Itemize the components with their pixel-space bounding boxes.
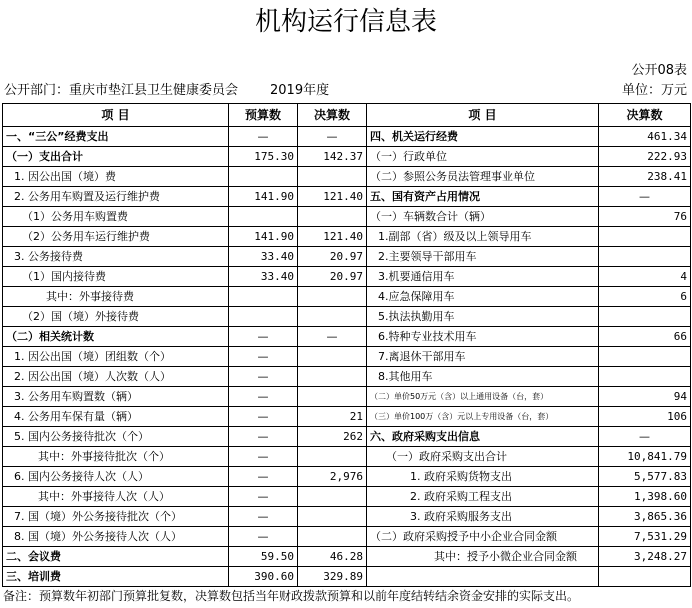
table-row bbox=[3, 487, 691, 507]
table-header-row bbox=[3, 104, 691, 127]
budget-value: — bbox=[229, 527, 298, 547]
budget-value: — bbox=[229, 387, 298, 407]
budget-value: 59.50 bbox=[229, 547, 298, 567]
row-label-right: 六、政府采购支出信息 bbox=[367, 427, 599, 447]
row-label-right: 2. 政府采购工程支出 bbox=[367, 487, 599, 507]
row-label: （一）支出合计 bbox=[3, 147, 229, 167]
final-value-right bbox=[599, 567, 691, 587]
table-row bbox=[3, 167, 691, 187]
row-label-right: 6.特种专业技术用车 bbox=[367, 327, 599, 347]
table-row bbox=[3, 247, 691, 267]
final-value-right: 1,398.60 bbox=[599, 487, 691, 507]
final-value: — bbox=[298, 327, 367, 347]
final-value-right: 3,865.36 bbox=[599, 507, 691, 527]
table-row bbox=[3, 567, 691, 587]
header-final: 决算数 bbox=[298, 104, 367, 127]
final-value-right: 238.41 bbox=[599, 167, 691, 187]
table-row bbox=[3, 187, 691, 207]
row-label-right: 5.执法执勤用车 bbox=[367, 307, 599, 327]
row-label: （2）公务用车运行维护费 bbox=[3, 227, 229, 247]
final-value: — bbox=[298, 127, 367, 147]
final-value-right: 106 bbox=[599, 407, 691, 427]
table-row bbox=[3, 327, 691, 347]
budget-value bbox=[229, 307, 298, 327]
row-label: 二、会议费 bbox=[3, 547, 229, 567]
final-value: 20.97 bbox=[298, 267, 367, 287]
row-label-right bbox=[367, 567, 599, 587]
final-value-right: 10,841.79 bbox=[599, 447, 691, 467]
budget-value bbox=[229, 167, 298, 187]
final-value-right: 5,577.83 bbox=[599, 467, 691, 487]
budget-value: — bbox=[229, 447, 298, 467]
row-label: 2. 因公出国（境）人次数（人） bbox=[3, 367, 229, 387]
department: 公开部门：重庆市垫江县卫生健康委员会 bbox=[4, 83, 239, 98]
row-label: 三、培训费 bbox=[3, 567, 229, 587]
row-label-right: 3. 政府采购服务支出 bbox=[367, 507, 599, 527]
budget-value: — bbox=[229, 367, 298, 387]
unit-label: 单位：万元 bbox=[621, 83, 687, 98]
final-value-right: 94 bbox=[599, 387, 691, 407]
row-label: （1）国内接待费 bbox=[3, 267, 229, 287]
info-table bbox=[2, 103, 691, 587]
row-label-right: 4.应急保障用车 bbox=[367, 287, 599, 307]
final-value-right bbox=[599, 247, 691, 267]
row-label-right: 7.离退休干部用车 bbox=[367, 347, 599, 367]
table-row bbox=[3, 547, 691, 567]
row-label-right: （二）单价50万元（含）以上通用设备（台，套） bbox=[367, 387, 599, 407]
table-row bbox=[3, 227, 691, 247]
final-value: 329.89 bbox=[298, 567, 367, 587]
budget-value: — bbox=[229, 487, 298, 507]
row-label-right: 2.主要领导干部用车 bbox=[367, 247, 599, 267]
row-label: 1. 因公出国（境）团组数（个） bbox=[3, 347, 229, 367]
row-label: （二）相关统计数 bbox=[3, 327, 229, 347]
budget-value: 175.30 bbox=[229, 147, 298, 167]
row-label-right: （一）政府采购支出合计 bbox=[367, 447, 599, 467]
row-label: 1. 因公出国（境）费 bbox=[3, 167, 229, 187]
row-label-right: 1. 政府采购货物支出 bbox=[367, 467, 599, 487]
table-row bbox=[3, 527, 691, 547]
budget-value: — bbox=[229, 327, 298, 347]
final-value: 262 bbox=[298, 427, 367, 447]
page-title: 机构运行信息表 bbox=[254, 7, 437, 37]
budget-value: 33.40 bbox=[229, 267, 298, 287]
final-value: 2,976 bbox=[298, 467, 367, 487]
form-code: 公开08表 bbox=[631, 63, 687, 78]
budget-value: — bbox=[229, 427, 298, 447]
budget-value: — bbox=[229, 127, 298, 147]
final-value: 142.37 bbox=[298, 147, 367, 167]
final-value-right: — bbox=[599, 187, 691, 207]
row-label: 一、“三公”经费支出 bbox=[3, 127, 229, 147]
row-label: 其中：外事接待人次（人） bbox=[3, 487, 229, 507]
row-label-right: 1.副部（省）级及以上领导用车 bbox=[367, 227, 599, 247]
table-row bbox=[3, 147, 691, 167]
final-value-right: 4 bbox=[599, 267, 691, 287]
row-label-right: （二）参照公务员法管理事业单位 bbox=[367, 167, 599, 187]
header-final-right: 决算数 bbox=[599, 104, 691, 127]
header-item-right: 项 目 bbox=[367, 104, 599, 127]
table-row bbox=[3, 407, 691, 427]
row-label: 3. 公务接待费 bbox=[3, 247, 229, 267]
final-value bbox=[298, 387, 367, 407]
final-value bbox=[298, 287, 367, 307]
final-value-right bbox=[599, 307, 691, 327]
table-row bbox=[3, 207, 691, 227]
table-row bbox=[3, 467, 691, 487]
final-value-right: 461.34 bbox=[599, 127, 691, 147]
final-value bbox=[298, 367, 367, 387]
row-label: 2. 公务用车购置及运行维护费 bbox=[3, 187, 229, 207]
report-year: 2019年度 bbox=[270, 83, 330, 98]
budget-value: 33.40 bbox=[229, 247, 298, 267]
row-label-right: （三）单价100万（含）元以上专用设备（台，套） bbox=[367, 407, 599, 427]
row-label-right: 五、国有资产占用情况 bbox=[367, 187, 599, 207]
final-value-right: 3,248.27 bbox=[599, 547, 691, 567]
table-row bbox=[3, 267, 691, 287]
budget-value: 390.60 bbox=[229, 567, 298, 587]
table-row bbox=[3, 427, 691, 447]
row-label-right: 四、机关运行经费 bbox=[367, 127, 599, 147]
final-value-right bbox=[599, 347, 691, 367]
final-value bbox=[298, 447, 367, 467]
table-row bbox=[3, 307, 691, 327]
final-value-right: 7,531.29 bbox=[599, 527, 691, 547]
final-value-right: — bbox=[599, 427, 691, 447]
final-value bbox=[298, 487, 367, 507]
header-item: 项 目 bbox=[3, 104, 229, 127]
row-label-right: （二）政府采购授予中小企业合同金额 bbox=[367, 527, 599, 547]
final-value: 46.28 bbox=[298, 547, 367, 567]
row-label: （2）国（境）外接待费 bbox=[3, 307, 229, 327]
final-value-right: 222.93 bbox=[599, 147, 691, 167]
row-label-right: （一）行政单位 bbox=[367, 147, 599, 167]
final-value-right bbox=[599, 367, 691, 387]
table-row bbox=[3, 287, 691, 307]
final-value bbox=[298, 207, 367, 227]
row-label-right: 3.机要通信用车 bbox=[367, 267, 599, 287]
row-label: 5. 国内公务接待批次（个） bbox=[3, 427, 229, 447]
budget-value: — bbox=[229, 407, 298, 427]
final-value: 20.97 bbox=[298, 247, 367, 267]
final-value-right bbox=[599, 227, 691, 247]
final-value bbox=[298, 347, 367, 367]
final-value bbox=[298, 507, 367, 527]
row-label: 6. 国内公务接待人次（人） bbox=[3, 467, 229, 487]
row-label: 8. 国（境）外公务接待人次（人） bbox=[3, 527, 229, 547]
table-row bbox=[3, 127, 691, 147]
row-label-right: （一）车辆数合计（辆） bbox=[367, 207, 599, 227]
final-value-right: 66 bbox=[599, 327, 691, 347]
table-row bbox=[3, 347, 691, 367]
final-value bbox=[298, 307, 367, 327]
budget-value: — bbox=[229, 347, 298, 367]
footnote: 备注：预算数年初部门预算批复数，决算数包括当年财政拨款预算和以前年度结转结余资金安排的实际支出。 bbox=[3, 589, 580, 603]
row-label-right: 其中：授予小微企业合同金额 bbox=[367, 547, 599, 567]
final-value-right: 6 bbox=[599, 287, 691, 307]
row-label: 3. 公务用车购置数（辆） bbox=[3, 387, 229, 407]
table-row bbox=[3, 387, 691, 407]
final-value-right: 76 bbox=[599, 207, 691, 227]
budget-value: — bbox=[229, 467, 298, 487]
final-value bbox=[298, 167, 367, 187]
final-value bbox=[298, 527, 367, 547]
row-label: 其中：外事接待费 bbox=[3, 287, 229, 307]
budget-value bbox=[229, 287, 298, 307]
budget-value: 141.90 bbox=[229, 187, 298, 207]
table-row bbox=[3, 507, 691, 527]
budget-value bbox=[229, 207, 298, 227]
row-label: 7. 国（境）外公务接待批次（个） bbox=[3, 507, 229, 527]
final-value: 21 bbox=[298, 407, 367, 427]
row-label: 4. 公务用车保有量（辆） bbox=[3, 407, 229, 427]
table-row bbox=[3, 367, 691, 387]
final-value: 121.40 bbox=[298, 227, 367, 247]
table-row bbox=[3, 447, 691, 467]
header-budget: 预算数 bbox=[229, 104, 298, 127]
row-label: （1）公务用车购置费 bbox=[3, 207, 229, 227]
budget-value: 141.90 bbox=[229, 227, 298, 247]
final-value: 121.40 bbox=[298, 187, 367, 207]
row-label: 其中：外事接待批次（个） bbox=[3, 447, 229, 467]
row-label-right: 8.其他用车 bbox=[367, 367, 599, 387]
budget-value: — bbox=[229, 507, 298, 527]
